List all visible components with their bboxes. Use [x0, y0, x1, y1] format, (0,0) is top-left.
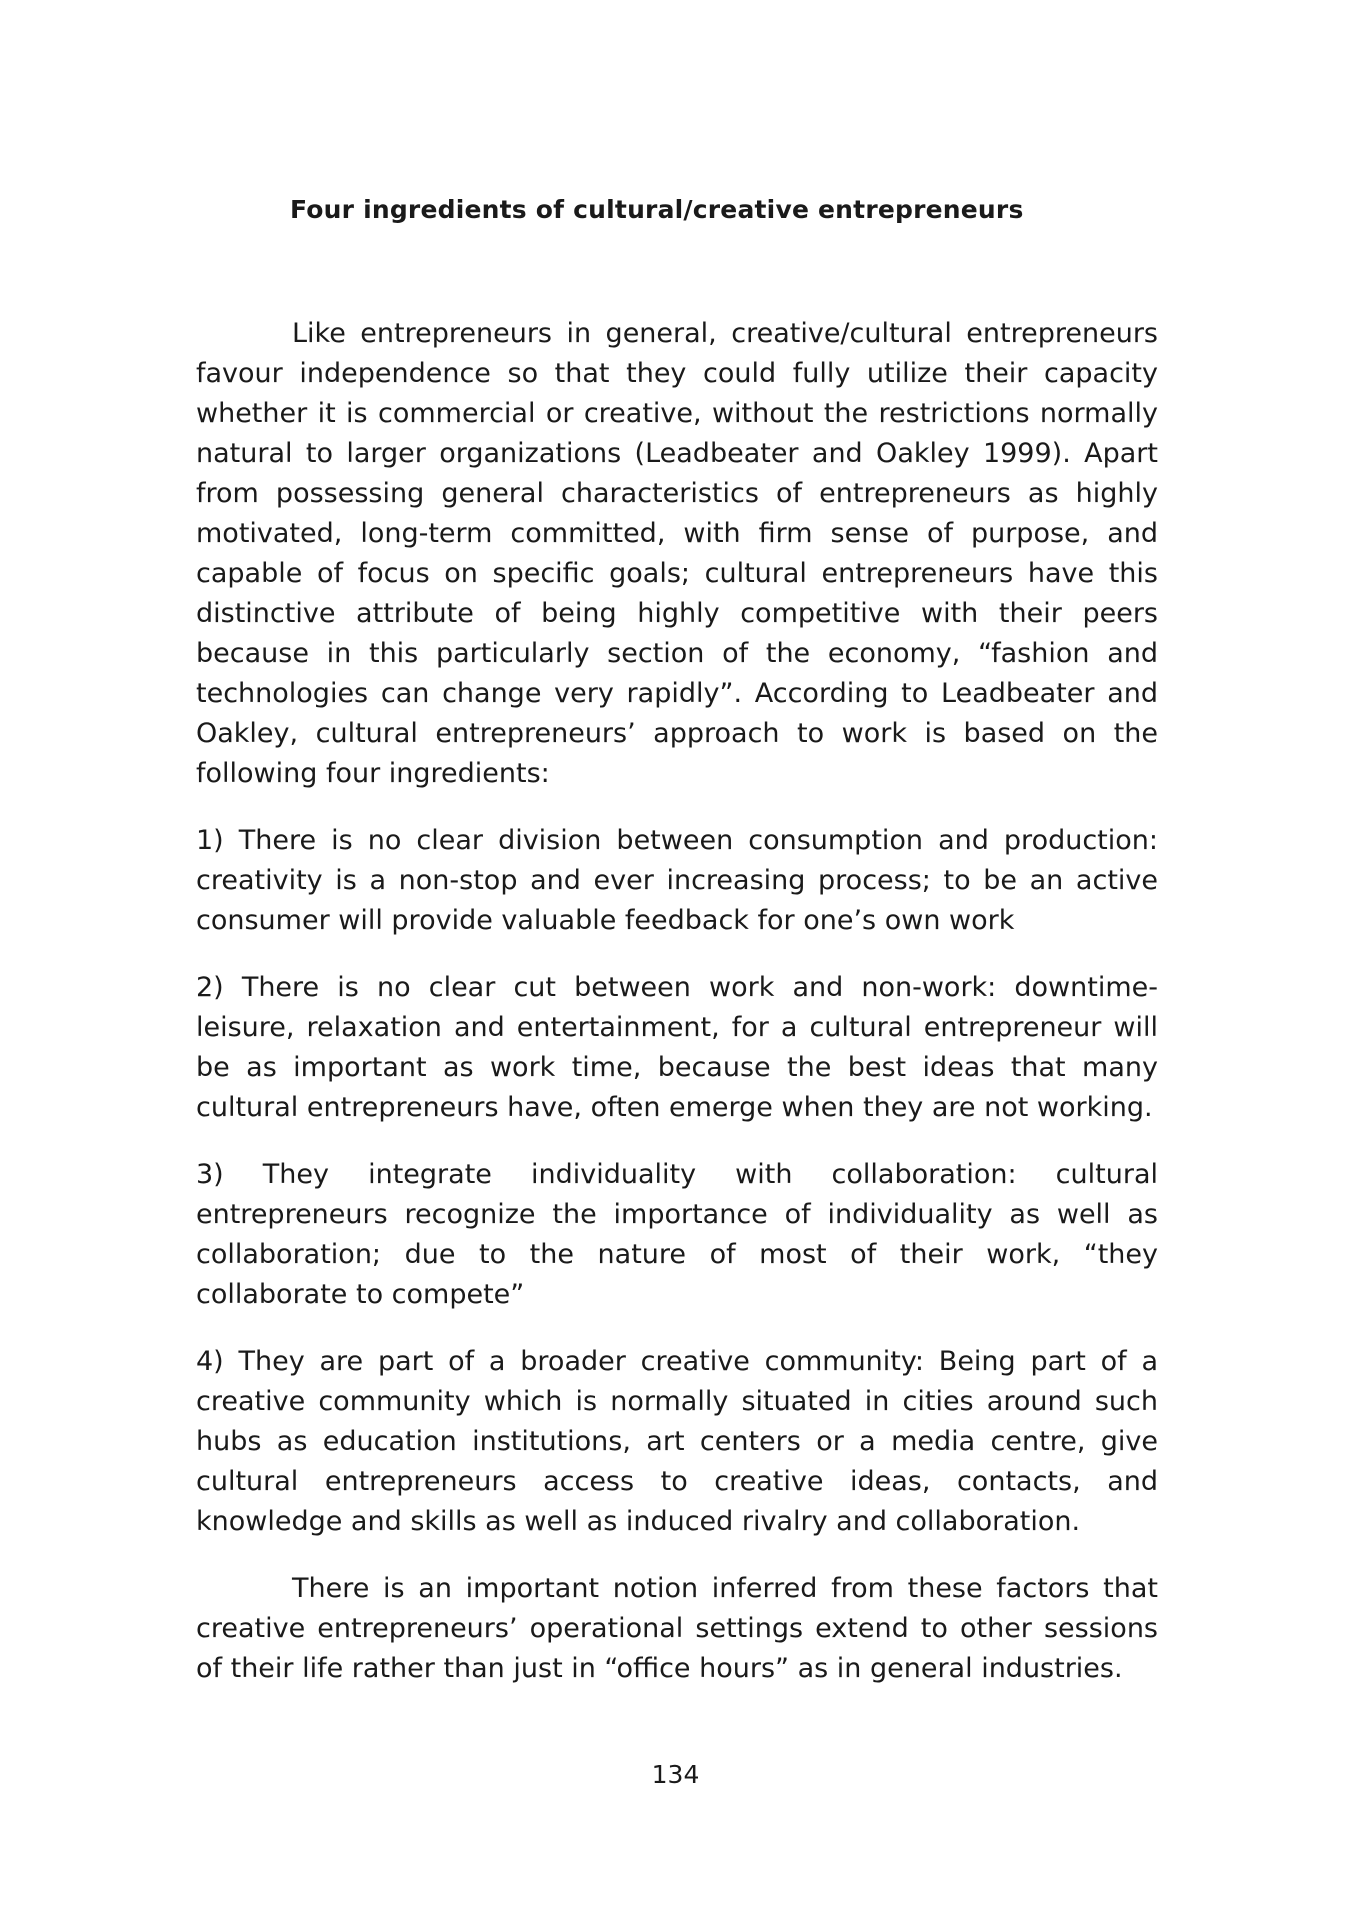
section-title: Four ingredients of cultural/creative entrepreneurs: [290, 195, 1024, 224]
closing-paragraph: There is an important notion inferred from these factors that creative entrepreneurs’ operational settings extend to other sessions of their life rather than just in “office hours” as in general industries.: [196, 1573, 1158, 1684]
page-content: [196, 190, 1158, 1689]
ingredient-2-paragraph: 2) There is no clear cut between work and non-work: downtime-leisure, relaxation and entertainment, for a cultural entrepreneur will be as important as work time, because the best ideas that many cultural entrepreneurs have, often emerge when they are not working.: [196, 972, 1158, 1123]
ingredient-3-paragraph: 3) They integrate individuality with collaboration: cultural entrepreneurs recognize the importance of individuality as well as collaboration; due to the nature of most of their work, “they collaborate to compete”: [196, 1159, 1158, 1310]
ingredient-1-paragraph: 1) There is no clear division between consumption and production: creativity is a non-stop and ever increasing process; to be an active consumer will provide valuable feedback for one’s own work: [196, 825, 1158, 936]
ingredient-4-paragraph: 4) They are part of a broader creative community: Being part of a creative community which is normally situated in cities around such hubs as education institutions, art centers or a media centre, give cultural entrepreneurs access to creative ideas, contacts, and knowledge and skills as well as induced rivalry and collaboration.: [196, 1346, 1158, 1537]
intro-paragraph: Like entrepreneurs in general, creative/cultural entrepreneurs favour independence so that they could fully utilize their capacity whether it is commercial or creative, without the restrictions normally natural to larger organizations (Leadbeater and Oakley 1999). Apart from possessing general characteristics of entrepreneurs as highly motivated, long-term committed, with firm sense of purpose, and capable of focus on specific goals; cultural entrepreneurs have this distinctive attribute of being highly competitive with their peers because in this particularly section of the economy, “fashion and technologies can change very rapidly”. According to Leadbeater and Oakley, cultural entrepreneurs’ approach to work is based on the following four ingredients:: [196, 318, 1158, 789]
page-number: 134: [651, 1760, 700, 1789]
